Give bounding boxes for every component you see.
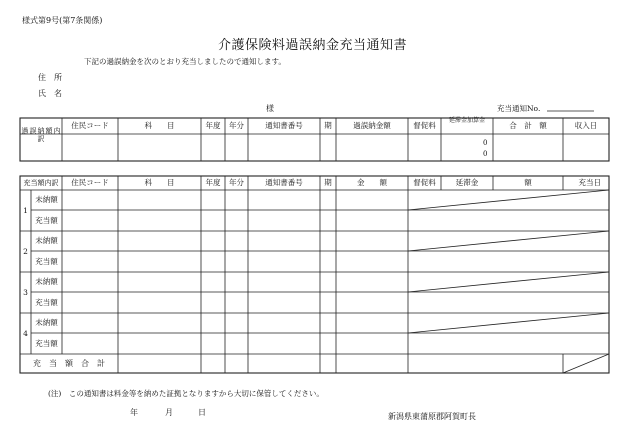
t1-late-charge-value-2: 0 [483,150,488,158]
t2-header-sum: 額 [524,178,532,188]
t2-header-notice-number: 通知書番号 [265,178,303,188]
group-number: 3 [23,287,28,297]
t2-header-amount: 金 額 [357,178,387,188]
unpaid-amount-label: 未納額 [35,195,58,205]
t1-header-fiscal-year: 年度 [205,121,221,131]
honorific: 様 [266,104,274,113]
t2-header-fiscal-year: 年度 [205,178,221,188]
date-month-label: 月 [165,408,173,417]
applied-amount-label: 充当額 [35,256,58,266]
t1-header-period: 期 [324,121,332,131]
storage-note: (注) この通知書は料金等を納めた証拠となりますから大切に保管してください。 [48,389,324,398]
unpaid-amount-label: 未納額 [35,277,58,287]
applied-amount-label: 充当額 [35,338,58,348]
t2-header-late-charge: 延滞金 [455,178,479,188]
name-label: 氏 名 [38,89,62,98]
t1-header-total: 合 計 額 [509,121,547,131]
intro-text: 下記の過誤納金を次のとおり充当しましたので通知します。 [84,57,286,66]
group-number: 1 [23,205,28,215]
t1-header-year-portion: 年分 [229,121,244,131]
t1-header-subject: 科 目 [144,121,175,131]
form-number: 様式第9号(第7条関係) [22,16,103,25]
t1-header-late-charge: 延滞金加算金 [448,117,485,124]
unpaid-amount-label: 未納額 [35,236,58,246]
t2-header-subject: 科 目 [144,178,175,188]
applied-amount-label: 充当額 [35,297,58,307]
t2-header-applied-date: 充当日 [578,178,601,188]
t2-header-resident-code: 住民コード [71,178,109,188]
t1-header-resident-code: 住民コード [71,121,109,131]
applied-total-label: 充 当 額 合 計 [33,358,105,368]
overpayment-row-label: 過誤納額内 訳 [21,127,70,143]
issuer-name: 新潟県東蒲原郡阿賀町長 [388,412,476,421]
group-number: 2 [23,246,28,256]
applied-amount-label: 充当額 [35,215,58,225]
date-year-label: 年 [130,408,138,417]
t1-header-receipt-date: 収入日 [574,121,598,131]
t1-header-demand-fee: 督促料 [413,121,436,131]
document-title: 介護保険料過誤納金充当通知書 [218,38,408,53]
t1-header-overpaid-amount: 過誤納金額 [353,121,391,131]
date-day-label: 日 [198,408,206,417]
notice-no-label: 充当通知No. [497,104,541,113]
unpaid-amount-label: 未納額 [35,318,58,328]
t2-corner-label: 充当額内訳 [23,178,59,187]
address-label: 住 所 [38,73,62,82]
t1-late-charge-value-1: 0 [483,139,488,147]
t2-header-year-portion: 年分 [229,178,244,188]
t2-header-demand-fee: 督促料 [413,178,436,188]
group-number: 4 [23,328,28,338]
t2-header-period: 期 [324,178,332,188]
t1-header-notice-number: 通知書番号 [265,121,303,131]
